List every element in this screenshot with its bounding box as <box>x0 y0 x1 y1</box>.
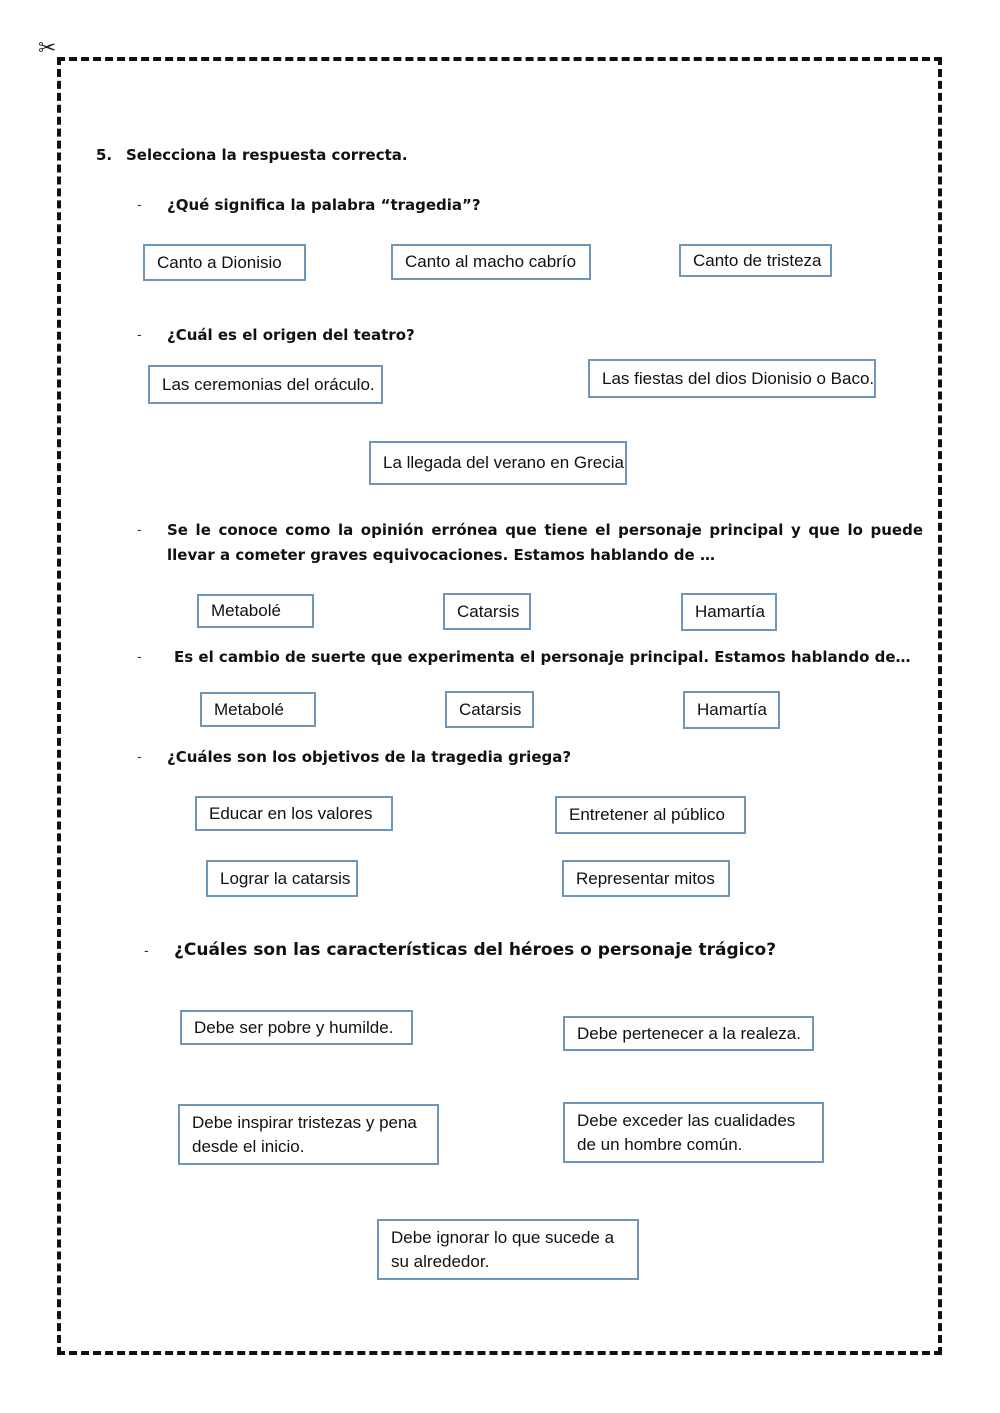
q5-option-representar-mitos[interactable]: Representar mitos <box>562 860 730 897</box>
question-3-text: Se le conoce como la opinión errónea que tiene el personaje principal y que lo puede llevar a cometer graves equivocaciones. Estamos hablando de … <box>167 521 923 564</box>
q6-option-ignorar-alrededor[interactable]: Debe ignorar lo que sucede a su alrededor. <box>377 1219 639 1280</box>
bullet-dash: - <box>144 944 149 959</box>
q2-option-verano-grecia[interactable]: La llegada del verano en Grecia <box>369 441 627 485</box>
bullet-dash: - <box>137 328 142 343</box>
q4-option-hamartia[interactable]: Hamartía <box>683 691 780 729</box>
q3-option-hamartia[interactable]: Hamartía <box>681 593 777 631</box>
bullet-dash: - <box>137 750 142 765</box>
q4-option-catarsis[interactable]: Catarsis <box>445 691 534 728</box>
scissors-icon: ✂ <box>38 36 57 61</box>
q5-option-educar-valores[interactable]: Educar en los valores <box>195 796 393 831</box>
q3-option-catarsis[interactable]: Catarsis <box>443 593 531 630</box>
bullet-dash: - <box>137 198 142 213</box>
q2-option-oraculo[interactable]: Las ceremonias del oráculo. <box>148 365 383 404</box>
q1-option-tristeza[interactable]: Canto de tristeza <box>679 244 832 277</box>
q1-option-canto-dionisio[interactable]: Canto a Dionisio <box>143 244 306 281</box>
q1-option-macho-cabrio[interactable]: Canto al macho cabrío <box>391 244 591 280</box>
q6-option-pobre-humilde[interactable]: Debe ser pobre y humilde. <box>180 1010 413 1045</box>
question-1-text: ¿Qué significa la palabra “tragedia”? <box>167 196 481 214</box>
question-6-text: ¿Cuáles son las características del héroes o personaje trágico? <box>174 940 777 960</box>
question-5-text: ¿Cuáles son los objetivos de la tragedia griega? <box>167 748 572 766</box>
q6-option-realeza[interactable]: Debe pertenecer a la realeza. <box>563 1016 814 1051</box>
bullet-dash: - <box>137 650 142 665</box>
q6-option-inspirar-tristezas[interactable]: Debe inspirar tristezas y pena desde el inicio. <box>178 1104 439 1165</box>
q5-option-entretener-publico[interactable]: Entretener al público <box>555 796 746 834</box>
q2-option-fiestas-dionisio[interactable]: Las fiestas del dios Dionisio o Baco. <box>588 359 876 398</box>
exercise-title: Selecciona la respuesta correcta. <box>126 146 408 164</box>
question-4-text: Es el cambio de suerte que experimenta el personaje principal. Estamos hablando de… <box>174 648 911 666</box>
q5-option-lograr-catarsis[interactable]: Lograr la catarsis <box>206 860 358 897</box>
q6-option-exceder-cualidades[interactable]: Debe exceder las cualidades de un hombre común. <box>563 1102 824 1163</box>
q3-option-metabole[interactable]: Metabolé <box>197 594 314 628</box>
bullet-dash: - <box>137 523 142 538</box>
q4-option-metabole[interactable]: Metabolé <box>200 692 316 727</box>
exercise-number: 5. <box>96 146 113 164</box>
question-2-text: ¿Cuál es el origen del teatro? <box>167 326 415 344</box>
